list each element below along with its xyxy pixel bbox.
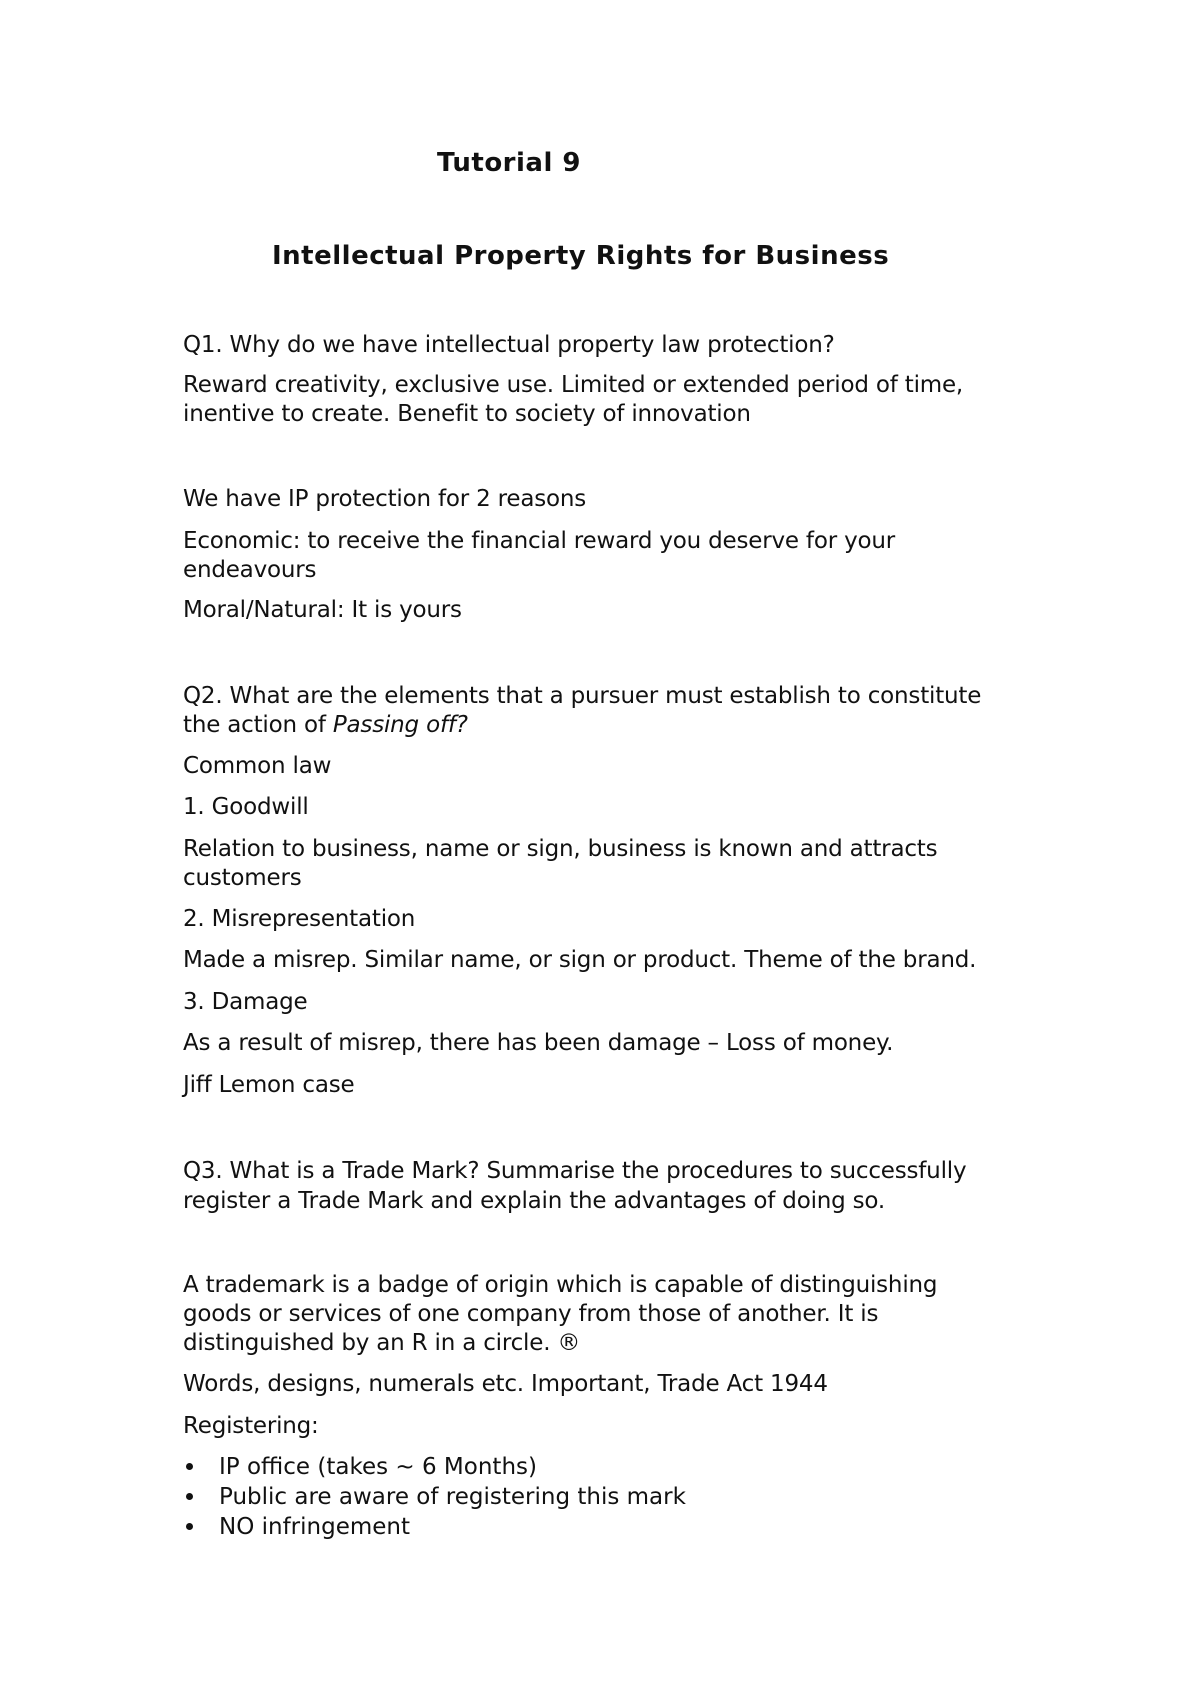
q3-examples: Words, designs, numerals etc. Important, Trade Act 1944 [183,1371,828,1397]
q3-definition-line-2: goods or services of one company from those of another. It is [183,1301,879,1327]
q2-goodwill-heading: 1. Goodwill [183,794,309,820]
q2-question-prefix: the action of [183,712,333,738]
q3-registering-heading: Registering: [183,1413,319,1439]
document-title: Tutorial 9 [437,148,582,178]
list-item [183,1453,537,1482]
list-item [183,1513,410,1542]
q2-question-line-1: Q2. What are the elements that a pursuer must establish to constitute [183,683,982,709]
list-item [183,1483,686,1512]
q2-case: Jiff Lemon case [183,1072,355,1098]
q3-definition-line-1: A trademark is a badge of origin which is capable of distinguishing [183,1272,938,1298]
q1-reasons-intro: We have IP protection for 2 reasons [183,486,587,512]
q1-question: Q1. Why do we have intellectual property law protection? [183,332,835,358]
bullet-icon [183,1453,219,1482]
list-item-text: IP office (takes ~ 6 Months) [219,1454,537,1480]
q2-damage-desc: As a result of misrep, there has been damage – Loss of money. [183,1030,894,1056]
q3-definition-line-3: distinguished by an R in a circle. ® [183,1330,581,1356]
q2-misrep-heading: 2. Misrepresentation [183,906,416,932]
q2-misrep-desc: Made a misrep. Similar name, or sign or product. Theme of the brand. [183,947,977,973]
q1-economic-line-2: endeavours [183,557,317,583]
document-subtitle: Intellectual Property Rights for Business [272,241,890,271]
bullet-icon [183,1483,219,1512]
list-item-text: NO infringement [219,1514,411,1540]
q2-question-line-2 [183,711,468,740]
q1-answer-line-1: Reward creativity, exclusive use. Limited or extended period of time, [183,372,964,398]
bullet-icon [183,1513,219,1542]
list-item-text: Public are aware of registering this mark [219,1484,686,1510]
q1-economic-line-1: Economic: to receive the financial reward you deserve for your [183,528,895,554]
q3-question-line-1: Q3. What is a Trade Mark? Summarise the procedures to successfully [183,1158,967,1184]
q3-question-line-2: register a Trade Mark and explain the advantages of doing so. [183,1188,886,1214]
q2-common-law: Common law [183,753,332,779]
q1-answer-line-2: inentive to create. Benefit to society of innovation [183,401,751,427]
q2-goodwill-desc-line-1: Relation to business, name or sign, business is known and attracts [183,836,938,862]
q2-goodwill-desc-line-2: customers [183,865,302,891]
q2-damage-heading: 3. Damage [183,989,308,1015]
q2-passing-off-term: Passing off? [332,712,468,738]
q1-moral: Moral/Natural: It is yours [183,597,462,623]
